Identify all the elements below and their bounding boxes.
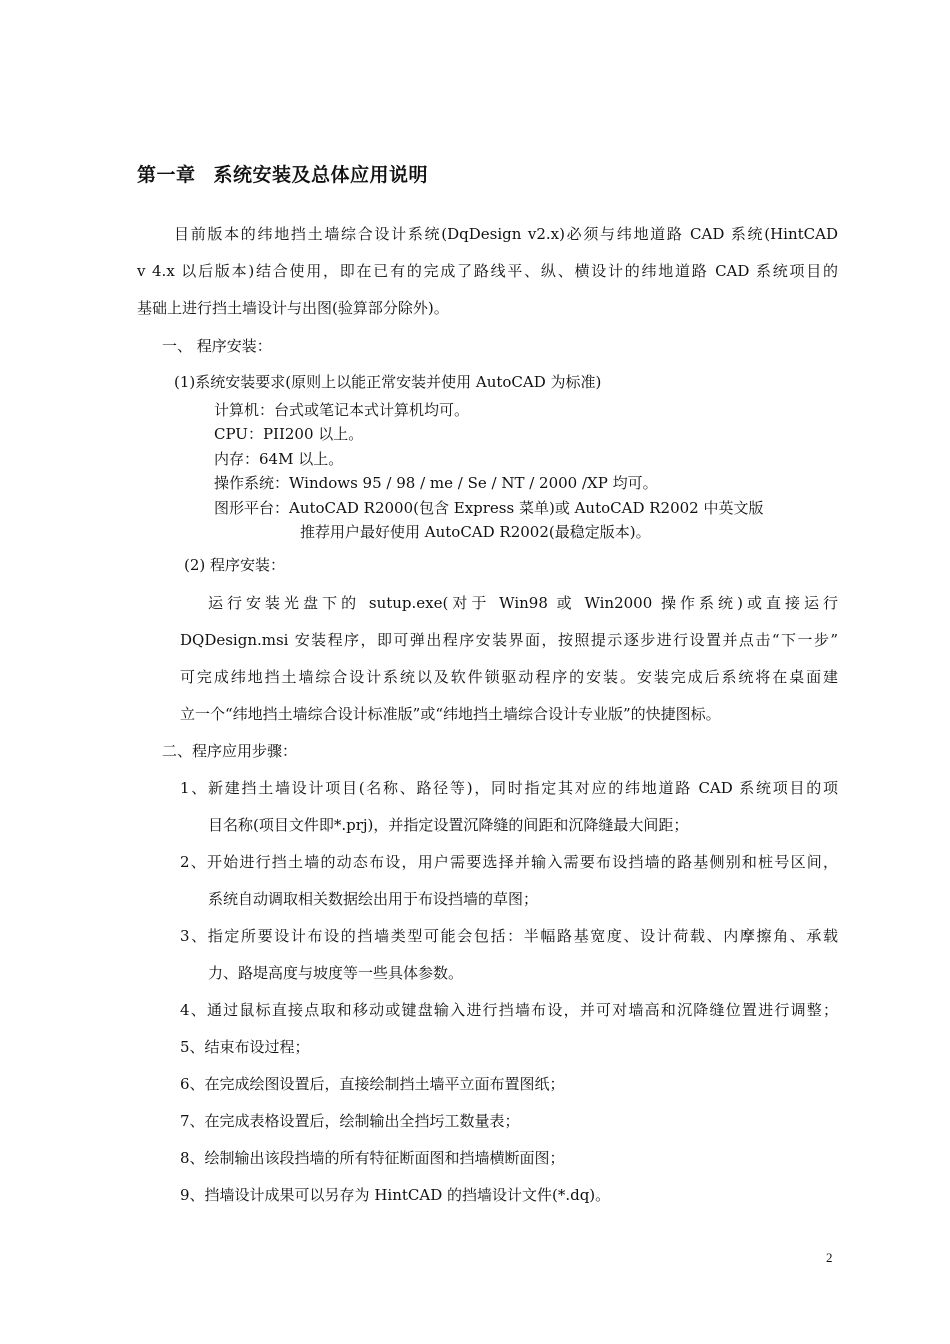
step-1-line-2: 目名称(项目文件即*.prj)，并指定设置沉降缝的间距和沉降缝最大间距；: [208, 816, 689, 834]
chapter-heading: 系统安装及总体应用说明: [213, 164, 429, 186]
install-requirements-heading: (1)系统安装要求(原则上以能正常安装并使用 AutoCAD 为标准): [174, 373, 602, 391]
step-2-line-1: 2、开始进行挡土墙的动态布设，用户需要选择并输入需要布设挡墙的路基侧别和桩号区间，: [180, 853, 838, 871]
req-computer: 计算机：台式或笔记本式计算机均可。: [214, 401, 470, 419]
req-memory: 内存：64M 以上。: [214, 450, 344, 468]
install-line-1: 运行安装光盘下的 sutup.exe(对于 Win98 或 Win2000 操作系统)或直接运行: [208, 594, 838, 612]
install-line-3: 可完成纬地挡土墙综合设计系统以及软件锁驱动程序的安装。安装完成后系统将在桌面建: [180, 668, 838, 686]
step-5: 5、结束布设过程；: [180, 1038, 310, 1056]
req-recommend: 推荐用户最好使用 AutoCAD R2002(最稳定版本)。: [300, 523, 651, 541]
chapter-number: 第一章: [137, 164, 196, 186]
install-heading: (2) 程序安装：: [184, 556, 286, 574]
section1-heading: 一、 程序安装：: [162, 337, 272, 355]
step-1-line-1: 1、新建挡土墙设计项目(名称、路径等)，同时指定其对应的纬地道路 CAD 系统项目的项: [180, 779, 838, 797]
step-9: 9、挡墙设计成果可以另存为 HintCAD 的挡墙设计文件(*.dq)。: [180, 1186, 611, 1204]
section2-heading: 二、程序应用步骤：: [162, 742, 298, 760]
intro-line-3: 基础上进行挡土墙设计与出图(验算部分除外)。: [137, 299, 449, 317]
step-4: 4、通过鼠标直接点取和移动或键盘输入进行挡墙布设，并可对墙高和沉降缝位置进行调整；: [180, 1001, 838, 1019]
step-2-line-2: 系统自动调取相关数据绘出用于布设挡墙的草图；: [208, 890, 539, 908]
install-line-4: 立一个“纬地挡土墙综合设计标准版”或“纬地挡土墙综合设计专业版”的快捷图标。: [180, 705, 721, 723]
page-number: 2: [826, 1250, 833, 1265]
intro-line-2: v 4.x 以后版本)结合使用，即在已有的完成了路线平、纵、横设计的纬地道路 CAD 系统项目的: [137, 262, 838, 280]
req-os: 操作系统：Windows 95 / 98 / me / Se / NT / 2000 /XP 均可。: [214, 474, 658, 492]
step-6: 6、在完成绘图设置后，直接绘制挡土墙平立面布置图纸；: [180, 1075, 565, 1093]
intro-line-1: 目前版本的纬地挡土墙综合设计系统(DqDesign v2.x)必须与纬地道路 CAD 系统(HintCAD: [174, 225, 838, 243]
chapter-title: [137, 160, 428, 187]
step-3-line-1: 3、指定所要设计布设的挡墙类型可能会包括：半幅路基宽度、设计荷载、内摩擦角、承载: [180, 927, 838, 945]
install-line-2: DQDesign.msi 安装程序，即可弹出程序安装界面，按照提示逐步进行设置并点击“下一步”: [180, 631, 838, 649]
step-7: 7、在完成表格设置后，绘制输出全挡圬工数量表；: [180, 1112, 520, 1130]
step-8: 8、绘制输出该段挡墙的所有特征断面图和挡墙横断面图；: [180, 1149, 565, 1167]
req-platform: 图形平台：AutoCAD R2000(包含 Express 菜单)或 AutoCAD R2002 中英文版: [214, 499, 764, 517]
step-3-line-2: 力、路堤高度与坡度等一些具体参数。: [208, 964, 464, 982]
req-cpu: CPU：PII200 以上。: [214, 425, 364, 443]
